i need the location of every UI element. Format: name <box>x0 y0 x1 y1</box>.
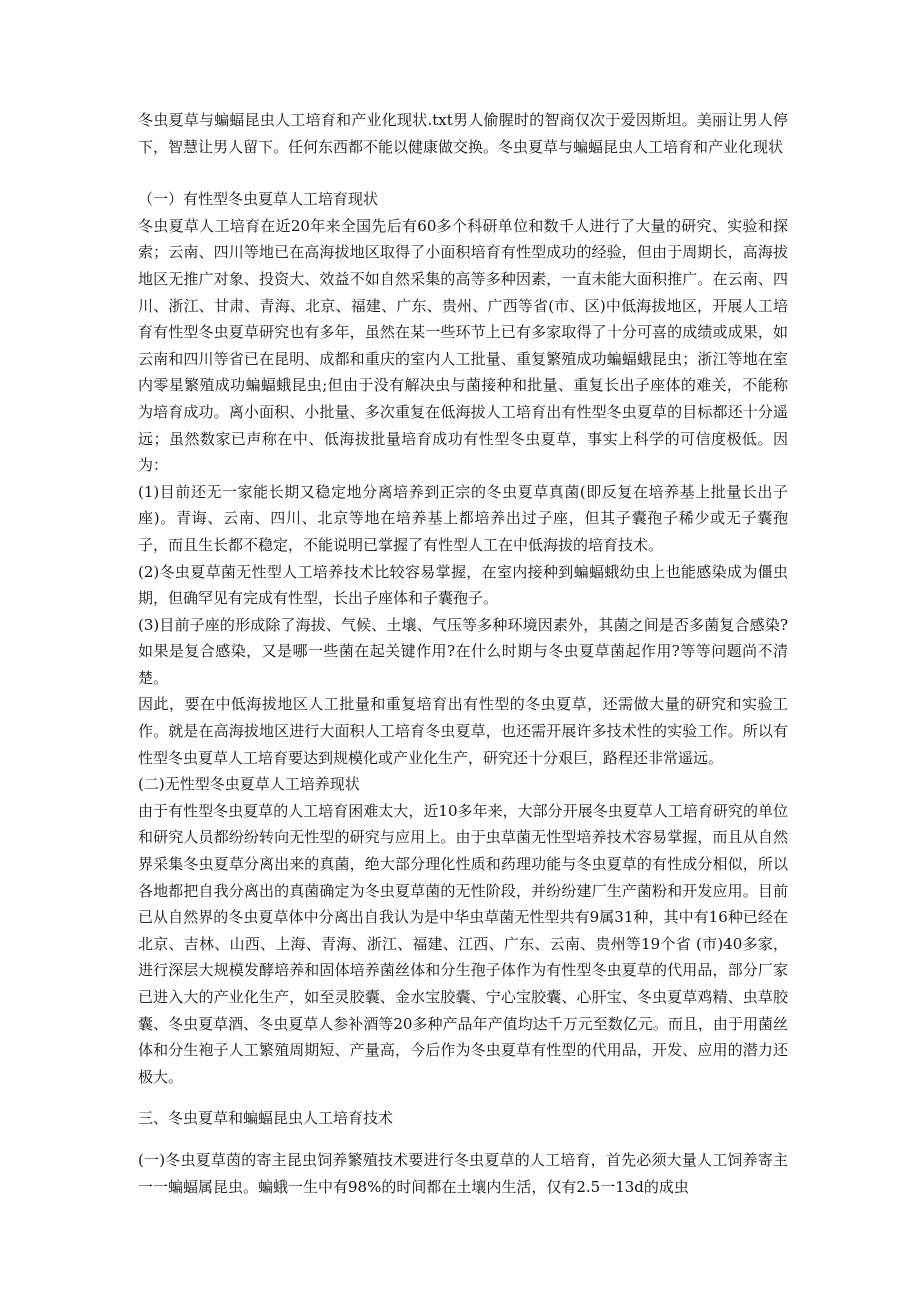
section1-heading: （一）有性型冬虫夏草人工培育现状 <box>138 190 379 209</box>
section2-body: 由于有性型冬虫夏草的人工培育困难太大，近10多年来，大部分开展冬虫夏草人工培育研究的单位和研究人员都纷纷转向无性型的研究与应用上。由于虫草菌无性型培养技术容易掌握，而且从自然界采集冬虫夏草分离出来的真菌，绝大部分理化性质和药理功能与冬虫夏草的有性成分相似，所以各地都把自我分离出的真菌确定为冬虫夏草菌的无性阶段，并纷纷建厂生产菌粉和开发应用。目前已从自然界的冬虫夏草体中分离出自我认为是中华虫草菌无性型共有9属31种，其中有16种已经在北京、吉林、山西、上海、青海、浙江、福建、江西、广东、云南、贵州等19个省 (市)40多家，进行深层大规模发酵培养和固体培养菌丝体和分生孢子体作为有性型冬虫夏草的代用品，部分厂家已进入大的产业化生产，如至灵胶囊、金水宝胶囊、宁心宝胶囊、心肝宝、冬虫夏草鸡精、虫草胶囊、冬虫夏草酒、冬虫夏草人参补酒等20多种产品年产值均达千万元至数亿元。而且，由于用菌丝体和分生袍子人工繁殖周期短、产量高，今后作为冬虫夏草有性型的代用品，开发、应用的潜力还极大。 <box>138 801 788 1086</box>
point-3: (3)目前子座的形成除了海拔、气候、土壤、气压等多种环境因素外，其菌之间是否多菌复合感染?如果是复合感染，又是哪一些菌在起关键作用?在什么时期与冬虫夏草菌起作用?等等问题尚不清楚。 <box>138 615 788 687</box>
chapter3-body: (一)冬虫夏草茵的寄主昆虫饲养繁殖技术要进行冬虫夏草的人工培育，首先必须大量人工饲养寄主一一蝙蝠属昆虫。蝙蛾一生中有98%的时间都在土壤内生活，仅有2.5一13d的成虫 <box>138 1150 788 1196</box>
point-1: (1)目前还无一家能长期又稳定地分离培养到正宗的冬虫夏草真菌(即反复在培养基上批量长出子座)。青诲、云南、四川、北京等地在培养基上都培养出过子座，但其子囊孢子稀少或无子囊孢子，而且生长都不稳定，不能说明已掌握了有性型人工在中低海拔的培育技术。 <box>138 482 788 554</box>
document-page <box>138 107 788 1200</box>
intro-paragraph: 冬虫夏草与蝙蝠昆虫人工培育和产业化现状.txt男人偷腥时的智商仅次于爱因斯坦。美丽让男人停下，智慧让男人留下。任何东西都不能以健康做交换。冬虫夏草与蝙蝠昆虫人工培育和产业化现状 <box>138 111 788 156</box>
section2-heading: (二)无性型冬虫夏草人工培养现状 <box>138 775 360 794</box>
point-2: (2)冬虫夏草菌无性型人工培养技术比较容易掌握，在室内接种到蝙蝠蛾幼虫上也能感染成为僵虫期，但确罕见有完成有性型，长出子座体和子囊孢子。 <box>138 562 788 608</box>
conclusion-paragraph: 因此，要在中低海拔地区人工批量和重复培育出有性型的冬虫夏草，还需做大量的研究和实验工作。就是在高海拔地区进行大面积人工培育冬虫夏草，也还需开展许多技术性的实验工作。所以有性型冬虫夏草人工培育要达到规模化或产业化生产，研究还十分艰巨，路程还非常遥远。 <box>138 695 788 767</box>
chapter3-heading: 三、冬虫夏草和蝙蝠昆虫人工培育技术 <box>138 1109 394 1128</box>
section1-body: 冬虫夏草人工培育在近20年来全国先后有60多个科研单位和数千人进行了大量的研究、实验和探索；云南、四川等地已在高海拔地区取得了小面积培育有性型成功的经验，但由于周期长，高海拔地区无推广对象、投资大、效益不如自然采集的高等多种因素，一直未能大面积推广。在云南、四川、浙江、甘肃、青海、北京、福建、广东、贵州、广西等省(市、区)中低海拔地区，开展人工培育有性型冬虫夏草研究也有多年，虽然在某一些环节上已有多家取得了十分可喜的成绩或成果，如云南和四川等省已在昆明、成都和重庆的室内人工批量、重复繁殖成功蝙蝠蛾昆虫；浙江等地在室内零星繁殖成功蝙蝠蛾昆虫;但由于没有解决虫与菌接种和批量、重复长出子座体的难关，不能称为培育成功。离小面积、小批量、多次重复在低海拔人工培育出有性型冬虫夏草的目标都还十分遥远；虽然数家已声称在中、低海拔批量培育成功有性型冬虫夏草，事实上科学的可信度极低。因为： <box>138 216 788 475</box>
